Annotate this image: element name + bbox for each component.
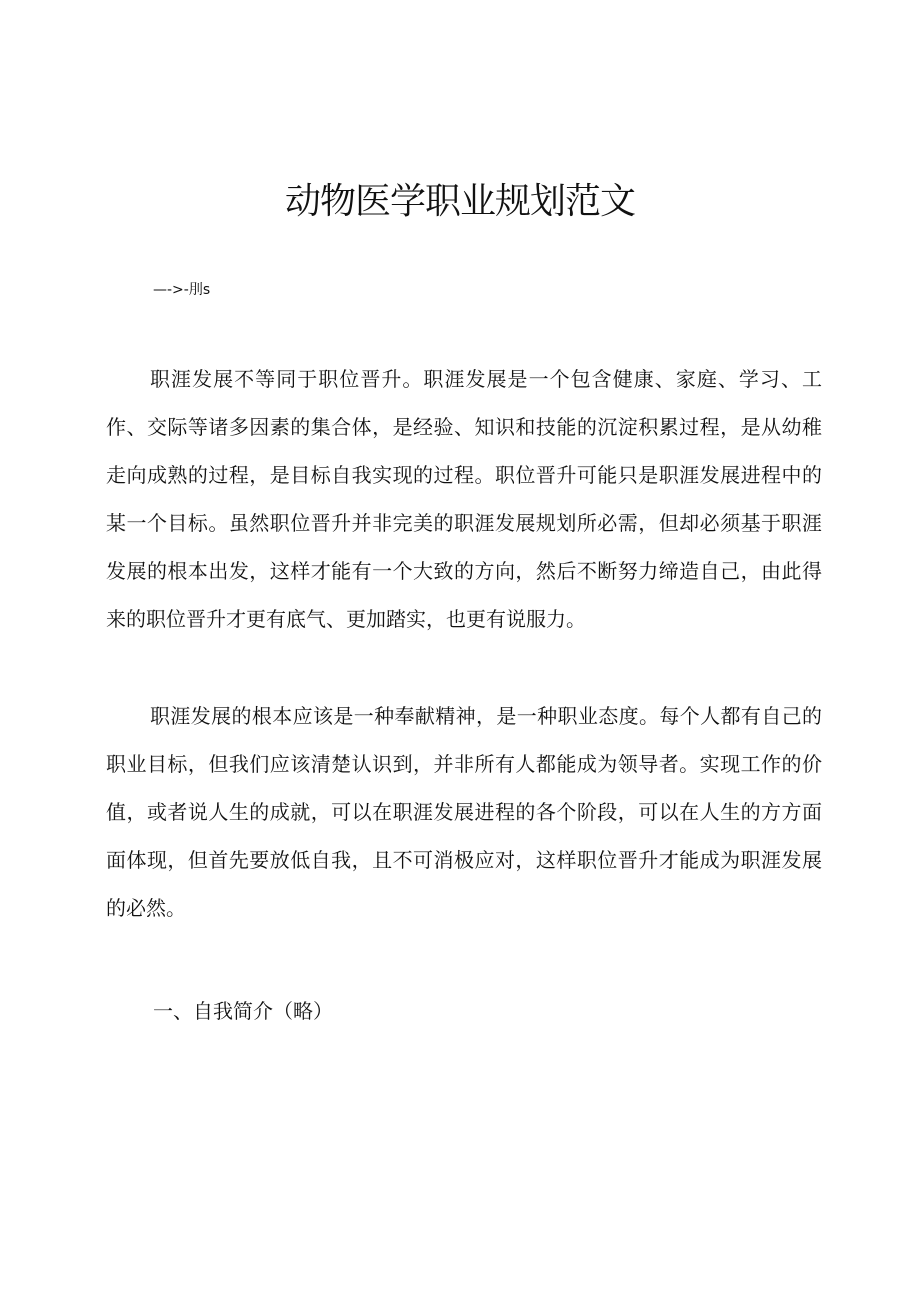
document-title: 动物医学职业规划范文 xyxy=(284,181,635,222)
paragraph-2: 职涯发展的根本应该是一种奉献精神，是一种职业态度。每个人都有自己的职业目标，但我们应该清楚认识到，并非所有人都能成为领导者。实现工作的价值，或者说人生的成就，可以在职涯发展进程的各个阶段，可以在人生的方方面面体现，但首先要放低自我，且不可消极应对，这样职位晋升才能成为职涯发展的必然。 xyxy=(106,704,822,920)
paragraph-1: 职涯发展不等同于职位晋升。职涯发展是一个包含健康、家庭、学习、工作、交际等诸多因素的集合体，是经验、知识和技能的沉淀积累过程，是从幼稚走向成熟的过程，是目标自我实现的过程。职位晋升可能只是职涯发展进程中的某一个目标。虽然职位晋升并非完美的职涯发展规划所必需，但却必须基于职涯发展的根本出发，这样才能有一个大致的方向，然后不断努力缔造自己，由此得来的职位晋升才更有底气、更加踏实，也更有说服力。 xyxy=(106,367,822,631)
section-heading: 一、自我简介（略） xyxy=(153,999,333,1023)
document-subtitle: —->-刖s xyxy=(153,282,211,298)
